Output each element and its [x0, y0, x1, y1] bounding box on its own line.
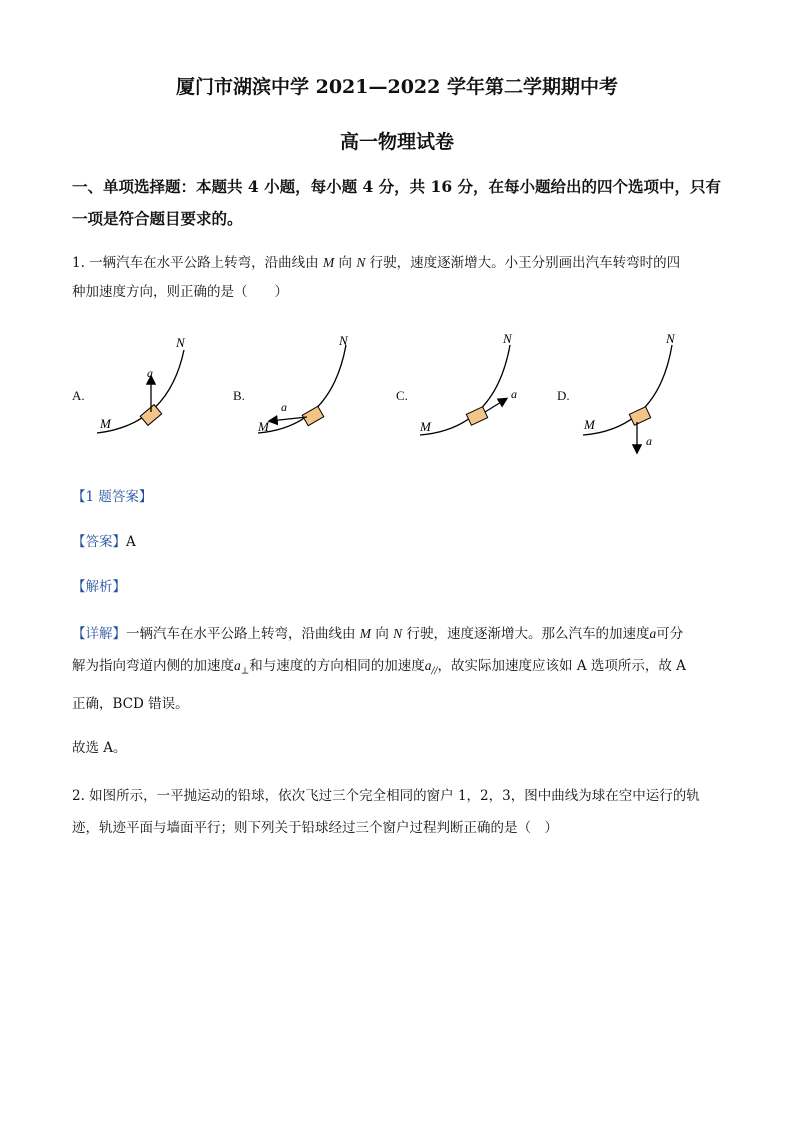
acceleration-label: a: [646, 434, 652, 448]
point-m-label: M: [584, 417, 595, 432]
answer-value: A: [126, 534, 136, 550]
trajectory-curve: [583, 345, 672, 435]
section-heading: [72, 171, 732, 235]
car-block: [302, 406, 324, 425]
option-b-label: B.: [233, 388, 245, 403]
car-block: [466, 407, 487, 425]
question-1: [72, 248, 724, 307]
detail-line2: 解为指向弯道内侧的加速度$a_\perp$和与速度的方向相同的加速度$a_{//}$，故实际加速度应该如 A 选项所示，故 A: [72, 658, 686, 677]
acceleration-label: a: [281, 400, 287, 414]
trajectory-curve: [420, 345, 510, 435]
page-subtitle: 高一物理试卷: [339, 131, 454, 153]
point-m-label: M: [420, 419, 431, 434]
option-c-label: C.: [396, 388, 408, 403]
option-diagrams: [0, 325, 794, 460]
question-2-line1: 2. 如图所示，一平抛运动的铅球，依次飞过三个完全相同的窗户 1，2，3，图中曲线为球在空中运行的轨: [72, 788, 700, 804]
detail-explanation: [72, 618, 724, 720]
detail-line1: 【详解】一辆汽车在水平公路上转弯，沿曲线由 M 向 N 行驶，速度逐渐增大。那么汽车的加速度a可分: [72, 626, 684, 642]
section-heading-line2: 一项是符合题目要求的。: [72, 209, 243, 228]
point-n-label: N: [176, 335, 185, 350]
point-n-label: N: [666, 331, 675, 346]
answer-tag: 【1 题答案】: [72, 489, 153, 505]
point-m-label: M: [258, 419, 269, 434]
car-block: [629, 407, 650, 425]
answer-label: 【答案】: [72, 534, 126, 550]
option-a-diagram: [97, 335, 186, 433]
section-heading-line1: 一、单项选择题：本题共 4 小题，每小题 4 分，共 16 分，在每小题给出的四个选项中，只有: [72, 177, 722, 196]
detail-line3: 正确，BCD 错误。: [72, 695, 189, 712]
question-1-line1: 1. 一辆汽车在水平公路上转弯，沿曲线由 M 向 N 行驶，速度逐渐增大。小王分别画出汽车转弯时的四: [72, 255, 681, 271]
option-c-diagram: [419, 331, 517, 435]
question-1-line2: 种加速度方向，则正确的是（ ）: [72, 284, 288, 300]
point-n-label: N: [339, 333, 348, 348]
option-d-label: D.: [557, 388, 570, 403]
point-m-label: M: [100, 416, 111, 431]
option-a-label: A.: [72, 388, 85, 403]
analysis-label: 【解析】: [72, 579, 126, 595]
question-2: [72, 780, 724, 844]
question-2-line2: 迹，轨迹平面与墙面平行；则下列关于铅球经过三个窗户过程判断正确的是（ ）: [72, 820, 558, 836]
acceleration-label: a: [511, 387, 517, 401]
point-n-label: N: [503, 331, 512, 346]
trajectory-curve: [258, 345, 346, 433]
answer-line: [72, 528, 724, 557]
option-b-diagram: [257, 333, 349, 434]
option-d-diagram: [583, 331, 676, 452]
page-title: 厦门市湖滨中学 2021—2022 学年第二学期期中考: [176, 76, 618, 98]
conclusion: 故选 A。: [72, 740, 127, 756]
acceleration-label: a: [147, 366, 153, 380]
